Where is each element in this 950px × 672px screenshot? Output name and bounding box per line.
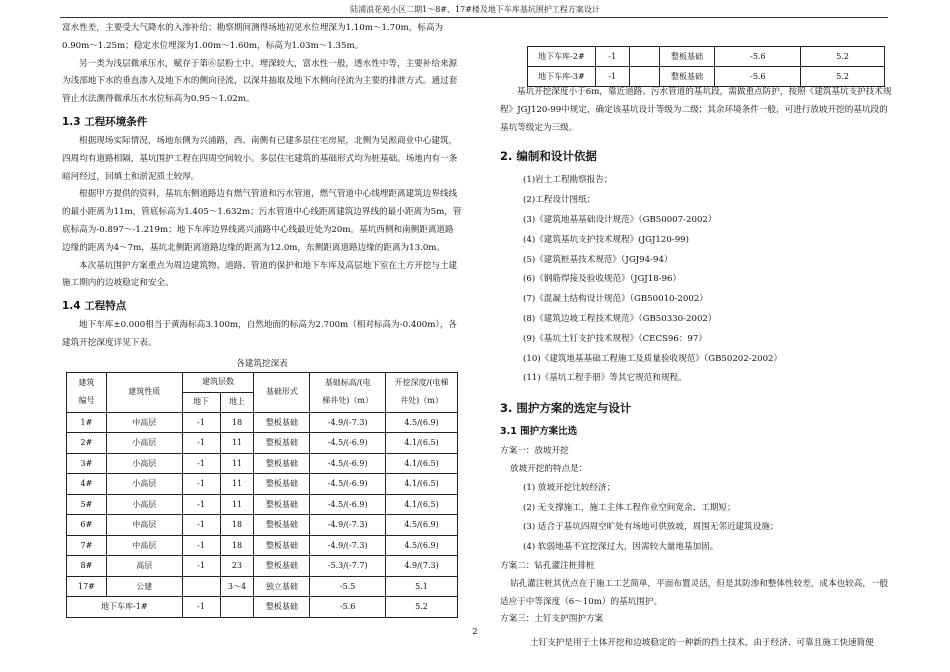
list-item: (7)《混凝土结构设计规范》（GB50010-2002） (523, 294, 708, 305)
table-cell: -5.6 (715, 47, 801, 67)
table-cell: 2# (67, 433, 107, 454)
list-item: (3)《建筑地基基础设计规范》（GB50007-2002） (523, 214, 717, 225)
header-cell: 建筑性质 (106, 372, 182, 412)
table-cell: -1 (182, 474, 220, 495)
table-cell: 4.1/(6.5) (386, 433, 458, 454)
table-caption: 各建筑挖深表 (236, 358, 288, 369)
table-row (67, 576, 458, 597)
left-column (62, 20, 462, 618)
table-cell: -4.9/(-7.3) (310, 535, 386, 556)
table-cell: -4.9/(-7.3) (310, 412, 386, 433)
plan-title: 方案二：钻孔灌注桩排桩 (500, 560, 595, 571)
table-cell: 18 (220, 535, 254, 556)
list-item: (8)《建筑边坡工程技术规范》（GB50330-2002） (523, 313, 717, 324)
table-cell: -5.6 (310, 597, 386, 618)
table-cell: 地下车库-2# (528, 47, 596, 67)
list-item: (6)《钢筋焊接及验收规范》（JGJ18-96） (523, 274, 682, 285)
table-cell: 11 (220, 433, 254, 454)
excavation-depth-table-continued (527, 46, 885, 87)
table-row (67, 494, 458, 515)
paragraph: 根据甲方提供的资料，基坑东侧道路边有燃气管道和污水管道，燃气管道中心线埋距离建筑边界线线的最小距离为11m，管底标高为1.405～1.632m；污水管道中心线距离建筑边界线的最小距离为5m，管底标高为-0.897～-1.219m；地下车库边界线离兴浦路中心线最近处为20m。基坑西侧和南侧距离道路边缘的距离为4～7m，基坑北侧距离道路边缘的距离为12.0m，东侧距离道路边缘的距离为13.0m。 (62, 189, 462, 253)
table-row (67, 412, 458, 433)
section-heading: 1.3 工程环境条件 (62, 115, 148, 128)
basis-list (500, 171, 892, 389)
table-cell: 小高层 (106, 453, 182, 474)
list-item: (10)《建筑地基基础工程施工及质量验收规范》（GB50202-2002） (523, 353, 783, 364)
list-item: (4)《建筑基坑支护技术规程》(JGJ120-99) (523, 234, 690, 245)
plan1-list (500, 479, 892, 558)
list-item: (5)《建筑桩基技术规范》（JGJ94-94） (523, 254, 673, 265)
table-cell: 整板基础 (254, 494, 310, 515)
paragraph: 基坑开挖深度小于6m，靠近道路、污水管道的基坑段，需做重点防护，按照《建筑基坑支护技术规程》JGJ120-99中规定，确定该基坑设计等级为二级；其余环境条件一般，可进行放坡开挖的基坑段的基坑等级定为三级。 (500, 87, 892, 133)
table-cell: 公建 (106, 576, 182, 597)
table-cell: -1 (182, 556, 220, 577)
header-cell: 开挖深度/(电梯 井处)（m） (386, 372, 458, 412)
paragraph: 土钉支护是用于土体开挖和边坡稳定的一种新的挡土技术，由于经济、可靠且施工快速简便 (530, 638, 874, 649)
table-cell: 整板基础 (254, 515, 310, 536)
table-cell: 高层 (106, 556, 182, 577)
table-cell: 地下车库-3# (528, 67, 596, 87)
table-cell: 4.9/(7.3) (386, 556, 458, 577)
header-rule (60, 17, 888, 18)
table-cell: 18 (220, 412, 254, 433)
table-cell: 整板基础 (254, 474, 310, 495)
header-cell: 基础形式 (254, 372, 310, 412)
page-number: 2 (472, 627, 478, 637)
table-cell: 整板基础 (254, 535, 310, 556)
section-heading: 1.4 工程特点 (62, 300, 127, 313)
header-cell: 建筑层数 (182, 372, 254, 392)
table-cell: 4.5/(6.9) (386, 515, 458, 536)
table-cell: -1 (182, 412, 220, 433)
table-cell: 1# (67, 412, 107, 433)
table-cell: 5# (67, 494, 107, 515)
table-cell: 4.1/(6.5) (386, 453, 458, 474)
table-cell: 整板基础 (254, 597, 310, 618)
table-cell: -4.5/(-6.9) (310, 433, 386, 454)
table-row (67, 433, 458, 454)
table-cell: -1 (182, 597, 220, 618)
list-item: (1) 放坡开挖比较经济； (523, 482, 616, 493)
table-cell: 3# (67, 453, 107, 474)
subsection-heading: 3.1 围护方案比选 (500, 426, 578, 438)
table-cell: -4.5/(-6.9) (310, 453, 386, 474)
table-cell: -4.5/(-6.9) (310, 474, 386, 495)
table-cell: 5.2 (801, 67, 885, 87)
paragraph: 放坡开挖的特点是： (510, 463, 588, 474)
table-cell: 18 (220, 515, 254, 536)
table-cell: 小高层 (106, 433, 182, 454)
table-cell: 5.1 (386, 576, 458, 597)
table-cell: 整板基础 (254, 412, 310, 433)
table-cell: -5.5 (310, 576, 386, 597)
table-cell: -1 (182, 453, 220, 474)
list-item: (9)《基坑土钉支护技术规程》（CECS96：97） (523, 333, 707, 344)
header-cell: 基础标高/(电 梯井处)（m） (310, 372, 386, 412)
paragraph: 地下车库±0.000相当于黄海标高3.100m，自然地面的标高为2.700m（相对标高为-0.400m），各建筑开挖深度详见下表。 (62, 320, 457, 348)
header-cell: 建筑 编号 (67, 372, 107, 412)
table-cell: 3～4 (220, 576, 254, 597)
table-cell: 整板基础 (659, 47, 715, 67)
paragraph: 本次基坑围护方案重点为周边建筑物、道路、管道的保护和地下车库及高层地下室在土方开挖与土建施工期内的边坡稳定和安全。 (62, 260, 458, 289)
list-item: (3) 适合于基坑四周空旷处有场地可供放坡，周围无邻近建筑设施； (523, 522, 779, 533)
table-cell: 5.2 (801, 47, 885, 67)
table-cell: 小高层 (106, 474, 182, 495)
table-cell: 4.1/(6.5) (386, 474, 458, 495)
paragraph: 富水性差，主要受大气降水的入渗补给；勘察期间测得场地初见水位埋深为1.10m～1.70m，标高为0.90m～1.25m；稳定水位埋深为1.00m～1.60m，标高为1.03m～1.35m。 (62, 23, 444, 51)
table-cell: -5.6 (715, 67, 801, 87)
table-row (67, 453, 458, 474)
table-cell: 11 (220, 494, 254, 515)
table-cell: -4.9/(-7.3) (310, 515, 386, 536)
table-cell: 4.1/(6.5) (386, 494, 458, 515)
table-row (67, 515, 458, 536)
table-cell: 8# (67, 556, 107, 577)
plan-title: 方案三：土钉支护围护方案 (500, 614, 604, 625)
table-cell: -1 (182, 515, 220, 536)
table-cell: 整板基础 (254, 453, 310, 474)
table-row (67, 474, 458, 495)
list-item: (11)《基坑工程手册》等其它规范和规程。 (523, 373, 687, 384)
list-item: (2)工程设计图纸； (523, 195, 596, 206)
table-cell: 4.5/(6.9) (386, 412, 458, 433)
excavation-depth-table (66, 372, 458, 618)
table-cell: -1 (182, 433, 220, 454)
table-cell: 4# (67, 474, 107, 495)
table-cell: 11 (220, 474, 254, 495)
table-cell (220, 597, 254, 618)
paragraph: 钻孔灌注桩其优点在于施工工艺简单，平面布置灵活，但是其防渗和整体性较差，成本也较高，一般适应于中等深度（6～10m）的基坑围护。 (500, 578, 889, 607)
table-cell: 地下车库-1# (67, 597, 183, 618)
table-cell: -4.5/(-6.9) (310, 494, 386, 515)
table-cell: -1 (182, 535, 220, 556)
plan-title: 方案一：放坡开挖 (500, 446, 569, 457)
list-item: (1)岩土工程勘察报告； (523, 175, 613, 186)
table-cell: 整板基础 (254, 433, 310, 454)
table-cell: 中高层 (106, 515, 182, 536)
header-cell: 地上 (220, 392, 254, 412)
header-cell: 地下 (182, 392, 220, 412)
page-header: 陆浦浪花苑小区二期1～8#、17#楼及地下车库基坑围护工程方案设计 (350, 5, 600, 14)
table-cell: 4.5/(6.9) (386, 535, 458, 556)
table-cell: 23 (220, 556, 254, 577)
paragraph: 根据现场实际情况，场地东侧为兴浦路，西、南侧有已建多层住宅房屋，北侧为吴淞商业中心建筑，四周均有道路相隔，基坑围护工程在四周空间较小。多层住宅建筑的基础形式均为桩基础。场地内有一条暗河经过，回填土和淤泥质土较厚。 (62, 135, 458, 182)
table-cell: 独立基础 (254, 576, 310, 597)
table-cell: 6# (67, 515, 107, 536)
table-cell: 中高层 (106, 535, 182, 556)
table-cell: -1 (595, 47, 629, 67)
section-heading: 2. 编制和设计依据 (500, 149, 597, 164)
paragraph: 另一类为浅层微承压水，赋存于第⑥层粉土中，埋深较大，富水性一般，透水性中等，主要补给来源为浅部地下水的垂直渗入及地下水的侧向径流，以深井抽取及地下水侧向径流为主要的排泄方式。通过套管止水法测得微承压水水位标高为0.95～1.02m。 (62, 58, 458, 105)
table-cell: 17# (67, 576, 107, 597)
right-column (500, 84, 892, 653)
table-row (528, 47, 885, 67)
list-item: (2) 无支撑施工，施工主体工程作业空间宽余、工期短； (523, 502, 736, 513)
table-cell: -1 (595, 67, 629, 87)
table-cell: 中高层 (106, 412, 182, 433)
table-row (67, 556, 458, 577)
section-heading: 3. 围护方案的选定与设计 (500, 401, 632, 416)
table-cell: -1 (182, 494, 220, 515)
table-row (67, 597, 458, 618)
table-cell (629, 47, 659, 67)
table-cell: 7# (67, 535, 107, 556)
list-item: (4) 软弱地基不宜挖深过大，因需较大量地基加固。 (523, 542, 719, 553)
table-cell: -5.3/(-7.7) (310, 556, 386, 577)
table-cell: 整板基础 (659, 67, 715, 87)
table-cell: 整板基础 (254, 556, 310, 577)
table-cell: 11 (220, 453, 254, 474)
table-row (67, 535, 458, 556)
table-cell: 5.2 (386, 597, 458, 618)
table-cell (182, 576, 220, 597)
table-cell: 小高层 (106, 494, 182, 515)
